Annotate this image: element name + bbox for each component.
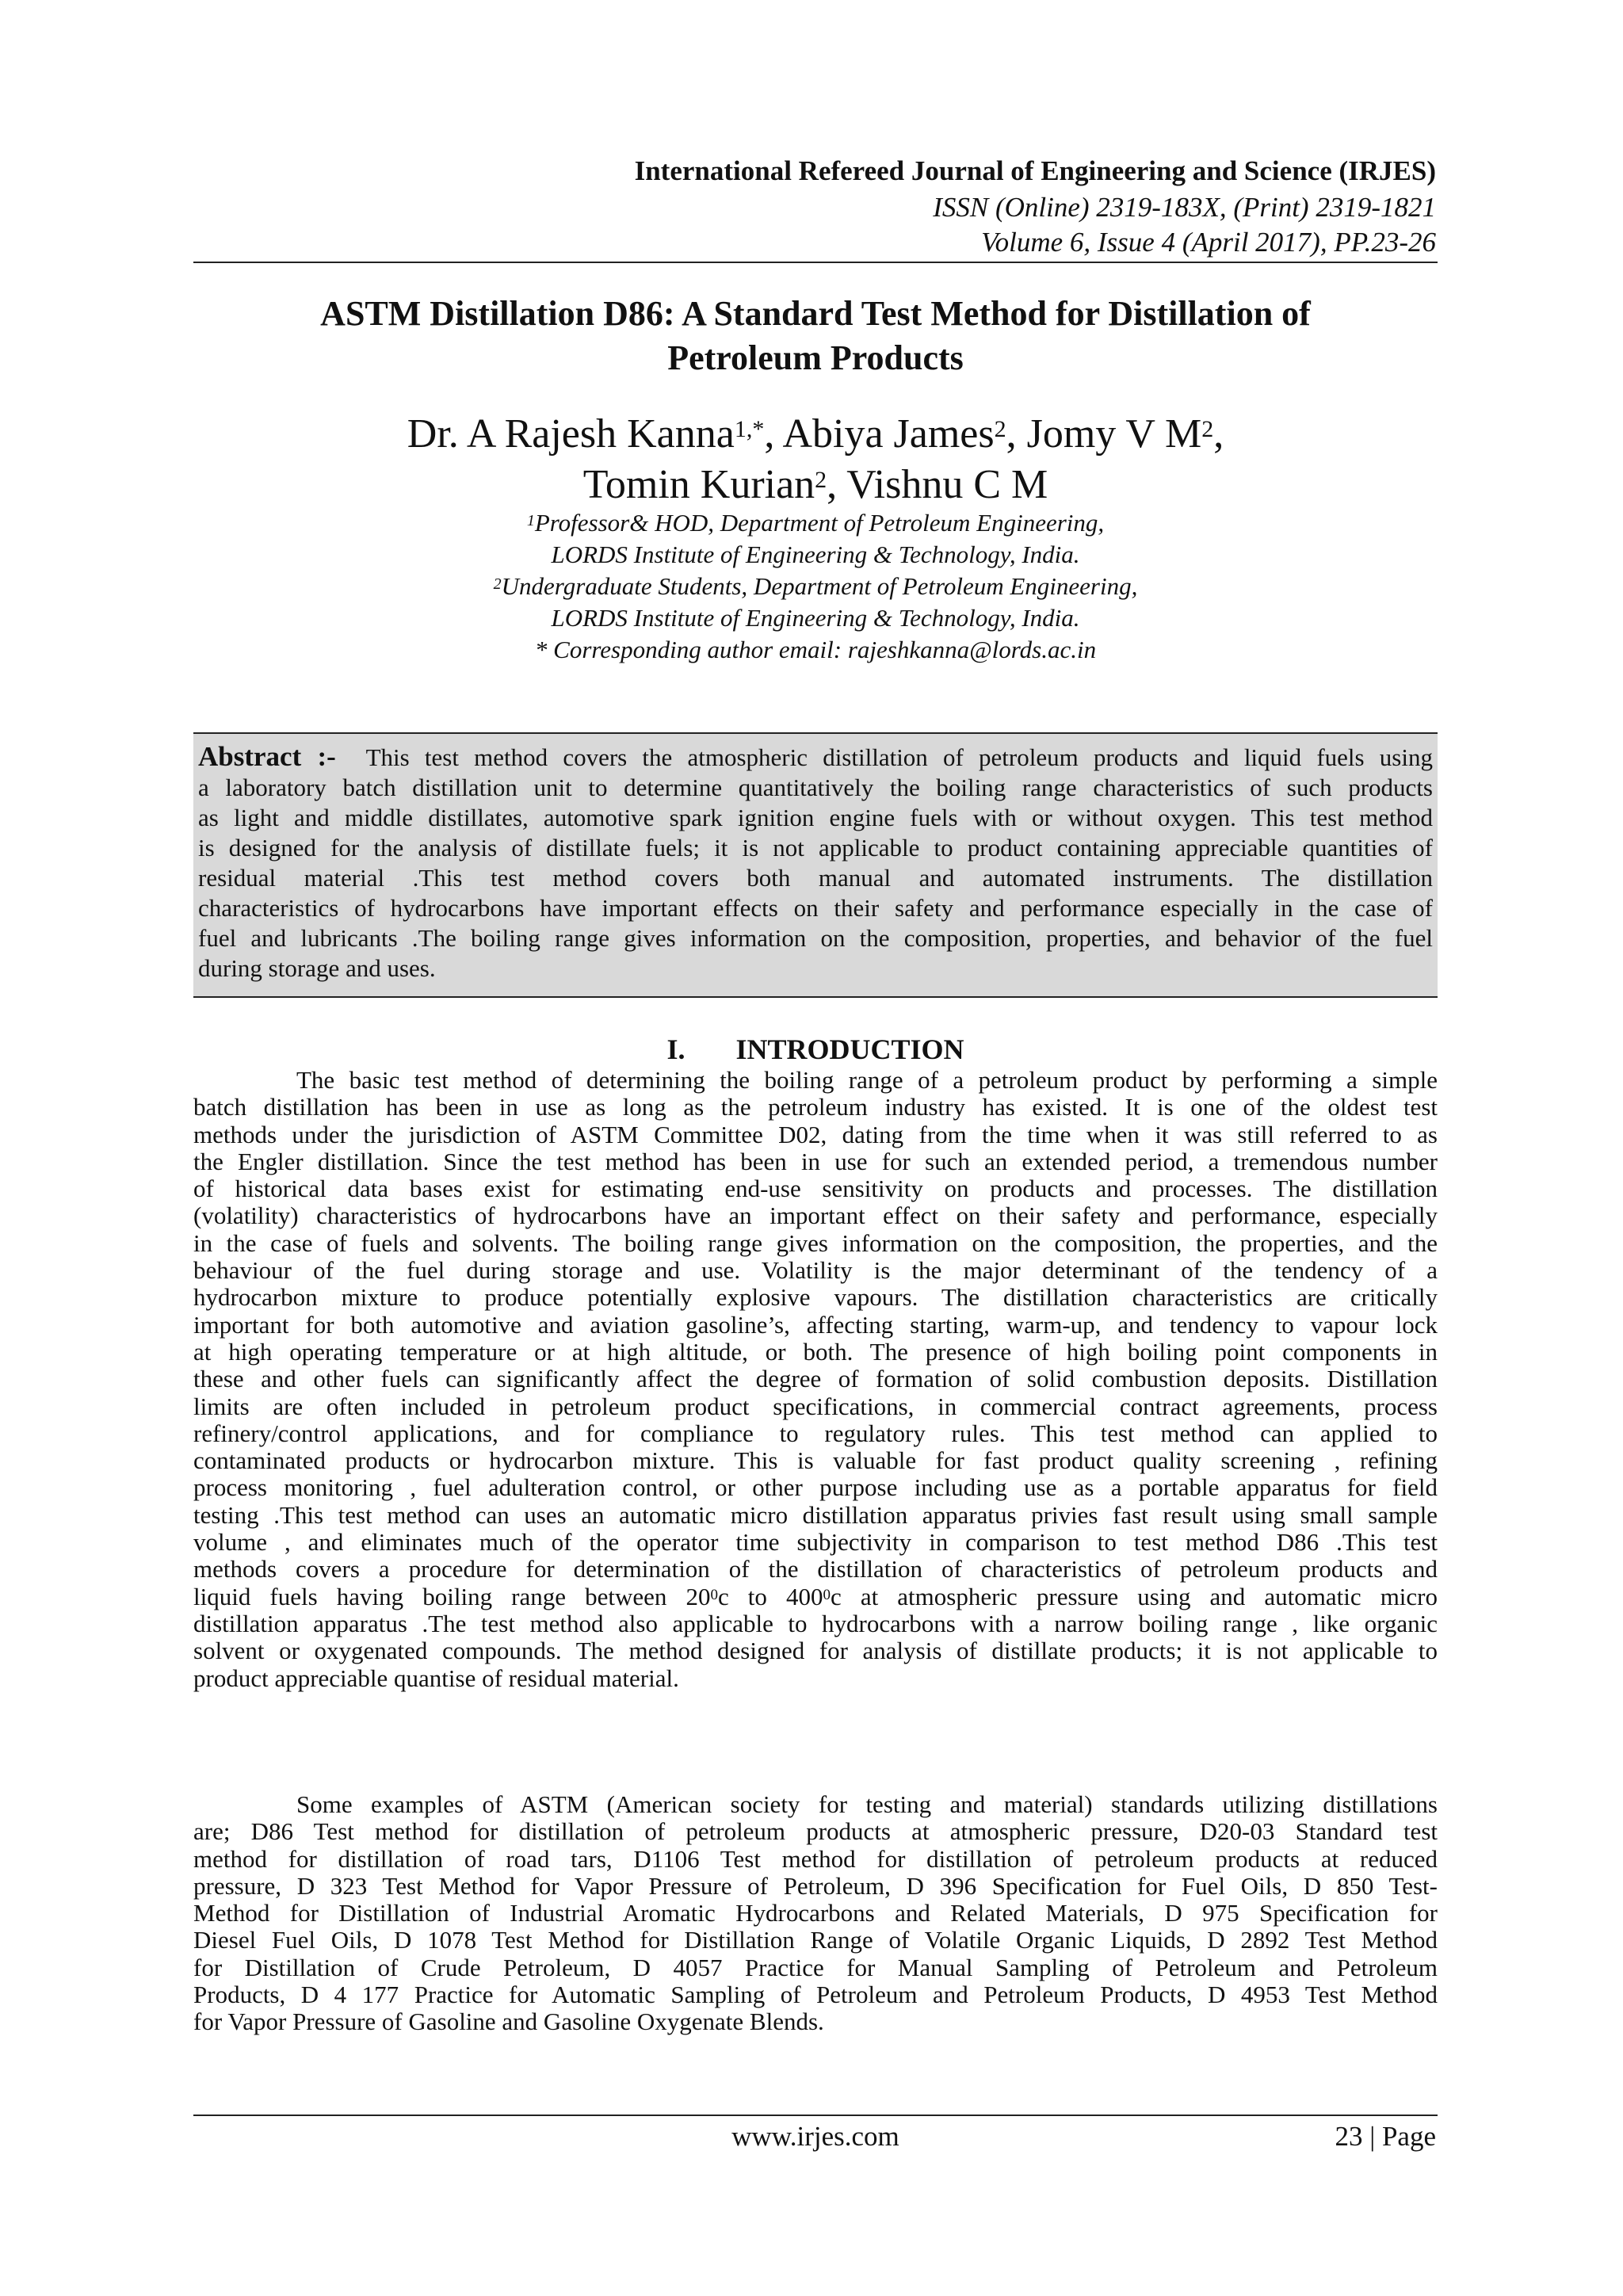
footer-divider — [193, 2115, 1438, 2116]
affiliation-1-line-1 — [193, 507, 1438, 539]
abstract-line: characteristics of hydrocarbons have important effects on their safety and performance especially in the case of — [198, 894, 1433, 922]
body-line: contaminated products or hydrocarbon mixture. This is valuable for fast product quality screening , refining — [193, 1446, 1438, 1475]
corresponding-author: * Corresponding author email: rajeshkanna@lords.ac.in — [534, 636, 1097, 663]
footer-url: www.irjes.com — [731, 2121, 899, 2152]
journal-header — [327, 152, 1436, 260]
journal-name: International Refereed Journal of Engineering and Science (IRJES) — [634, 155, 1436, 186]
abstract-line: during storage and uses. — [198, 954, 436, 982]
paper-title-line-1: ASTM Distillation D86: A Standard Test Method for Distillation of — [320, 294, 1311, 333]
author-name: , Vishnu C M — [827, 462, 1048, 507]
body-line: methods covers a procedure for determination of the distillation of characteristics of petroleum products and — [193, 1555, 1438, 1584]
section-number: I. — [666, 1033, 685, 1065]
body-line-temperature — [193, 1584, 1438, 1610]
body-line: of historical data bases exist for estimating end-use sensitivity on products and processes. The distillation — [193, 1175, 1438, 1203]
body-line: volume , and eliminates much of the operator time subjectivity in comparison to test method D86 .This test — [193, 1528, 1438, 1557]
affiliation-2-line-2: LORDS Institute of Engineering & Technology, India. — [551, 604, 1080, 632]
body-line: Method for Distillation of Industrial Aromatic Hydrocarbons and Related Materials, D 975 Specification for — [193, 1899, 1438, 1927]
abstract-label: Abstract :- — [198, 741, 336, 772]
affiliations — [193, 507, 1438, 666]
body-line: Some examples of ASTM (American society for testing and material) standards utilizing distillations — [296, 1790, 1438, 1818]
footer-page-number: 23 | Page — [1335, 2121, 1436, 2152]
body-line: limits are often included in petroleum product specifications, in commercial contract agreements, process — [193, 1392, 1438, 1420]
body-line: testing .This test method can uses an automatic micro distillation apparatus privies fast result using small sample — [193, 1500, 1438, 1529]
paper-title — [193, 292, 1438, 380]
body-line: for Distillation of Crude Petroleum, D 4057 Practice for Manual Sampling of Petroleum and Petroleum — [193, 1953, 1438, 1981]
body-line: these and other fuels can significantly affect the degree of formation of solid combustion deposits. Distillation — [193, 1365, 1438, 1393]
affiliation-marker: 1 — [526, 512, 535, 529]
section-title: INTRODUCTION — [735, 1033, 964, 1065]
affiliation-2-line-1 — [193, 571, 1438, 602]
body-line: process monitoring , fuel adulteration control, or other purpose including use as a portable apparatus for field — [193, 1473, 1438, 1502]
section-heading-introduction — [193, 1032, 1438, 1067]
affiliation-text: Professor& HOD, Department of Petroleum Engineering, — [534, 509, 1105, 537]
author-name: , Jomy V M — [1006, 411, 1202, 457]
body-line: distillation apparatus .The test method also applicable to hydrocarbons with a narrow boiling range , like organic — [193, 1609, 1438, 1637]
abstract-line — [198, 742, 1433, 773]
body-line: in the case of fuels and solvents. The boiling range gives information on the composition, the properties, and the — [193, 1228, 1438, 1257]
body-line: The basic test method of determining the boiling range of a petroleum product by performing a simple — [296, 1066, 1438, 1094]
issn-line: ISSN (Online) 2319-183X, (Print) 2319-1821 — [933, 192, 1436, 223]
affiliation-marker: 2 — [493, 575, 502, 593]
author-line-2 — [193, 460, 1438, 510]
author-name: Tomin Kurian — [582, 462, 815, 507]
body-line: behaviour of the fuel during storage and use. Volatility is the major determinant of the tendency of a — [193, 1256, 1438, 1285]
author-name: , Abiya James — [764, 411, 995, 457]
author-name: Dr. A Rajesh Kanna — [407, 411, 735, 457]
body-line: are; D86 Test method for distillation of petroleum products at atmospheric pressure, D20-03 Standard test — [193, 1817, 1438, 1846]
author-list — [193, 409, 1438, 510]
author-separator: , — [1213, 411, 1224, 457]
body-line: pressure, D 323 Test Method for Vapor Pressure of Petroleum, D 396 Specification for Fuel Oils, D 850 Test- — [193, 1871, 1438, 1900]
body-line: Diesel Fuel Oils, D 1078 Test Method for Distillation Range of Volatile Organic Liquids, D 2892 Test Method — [193, 1926, 1438, 1954]
author-affiliation-marker: 2 — [1201, 416, 1214, 442]
author-line-1 — [193, 409, 1438, 460]
body-line: batch distillation has been in use as long as the petroleum industry has existed. It is one of the oldest test — [193, 1093, 1438, 1121]
body-line: important for both automotive and aviation gasoline’s, affecting starting, warm-up, and tendency to vapour lock — [193, 1310, 1438, 1339]
introduction-paragraph-2 — [193, 1791, 1438, 2036]
affiliation-1-line-2: LORDS Institute of Engineering & Technology, India. — [551, 541, 1080, 568]
abstract-line: a laboratory batch distillation unit to determine quantitatively the boiling range characteristics of such products — [198, 774, 1433, 801]
abstract-line: is designed for the analysis of distillate fuels; it is not applicable to product containing appreciable quantities of — [198, 834, 1433, 861]
abstract-box — [193, 732, 1438, 998]
body-line: for Vapor Pressure of Gasoline and Gasoline Oxygenate Blends. — [193, 2008, 824, 2036]
author-affiliation-marker: 1,* — [734, 416, 765, 442]
body-line: at high operating temperature or at high altitude, or both. The presence of high boiling point components in — [193, 1337, 1438, 1366]
abstract-line: as light and middle distillates, automotive spark ignition engine fuels with or without oxygen. This test method — [198, 804, 1433, 831]
body-line: method for distillation of road tars, D1106 Test method for distillation of petroleum products at reduced — [193, 1844, 1438, 1873]
body-line: hydrocarbon mixture to produce potentially explosive vapours. The distillation characteristics are critically — [193, 1283, 1438, 1312]
abstract-line: residual material .This test method covers both manual and automated instruments. The distillation — [198, 864, 1433, 892]
affiliation-text: Undergraduate Students, Department of Petroleum Engineering, — [501, 572, 1138, 600]
body-text: c to 400 — [717, 1582, 823, 1610]
body-line: refinery/control applications, and for compliance to regulatory rules. This test method can applied to — [193, 1419, 1438, 1447]
abstract-line: fuel and lubricants .The boiling range gives information on the composition, properties, and behavior of the fuel — [198, 924, 1433, 952]
body-line: methods under the jurisdiction of ASTM Committee D02, dating from the time when it was still referred to as — [193, 1120, 1438, 1148]
introduction-paragraph-1 — [193, 1067, 1438, 1692]
paper-title-line-2: Petroleum Products — [667, 338, 964, 377]
volume-line: Volume 6, Issue 4 (April 2017), PP.23-26 — [981, 227, 1436, 258]
body-text: liquid fuels having boiling range between 20 — [193, 1582, 711, 1610]
degree-superscript: 0 — [823, 1586, 831, 1603]
body-line: the Engler distillation. Since the test method has been in use for such an extended period, a tremendous number — [193, 1147, 1438, 1175]
body-line: (volatility) characteristics of hydrocarbons have an important effect on their safety and performance, especially — [193, 1201, 1438, 1230]
body-line: product appreciable quantise of residual material. — [193, 1664, 679, 1692]
body-line: Products, D 4 177 Practice for Automatic Sampling of Petroleum and Petroleum Products, D 4953 Test Method — [193, 1981, 1438, 2009]
body-text: c at atmospheric pressure using and automatic micro — [831, 1582, 1438, 1610]
header-divider — [193, 262, 1438, 263]
degree-superscript: 0 — [710, 1586, 718, 1603]
body-line: solvent or oxygenated compounds. The method designed for analysis of distillate products; it is not applicable to — [193, 1637, 1438, 1665]
abstract-text: This test method covers the atmospheric distillation of petroleum products and liquid fuels using — [365, 743, 1433, 771]
author-affiliation-marker: 2 — [815, 467, 827, 493]
author-affiliation-marker: 2 — [994, 416, 1006, 442]
